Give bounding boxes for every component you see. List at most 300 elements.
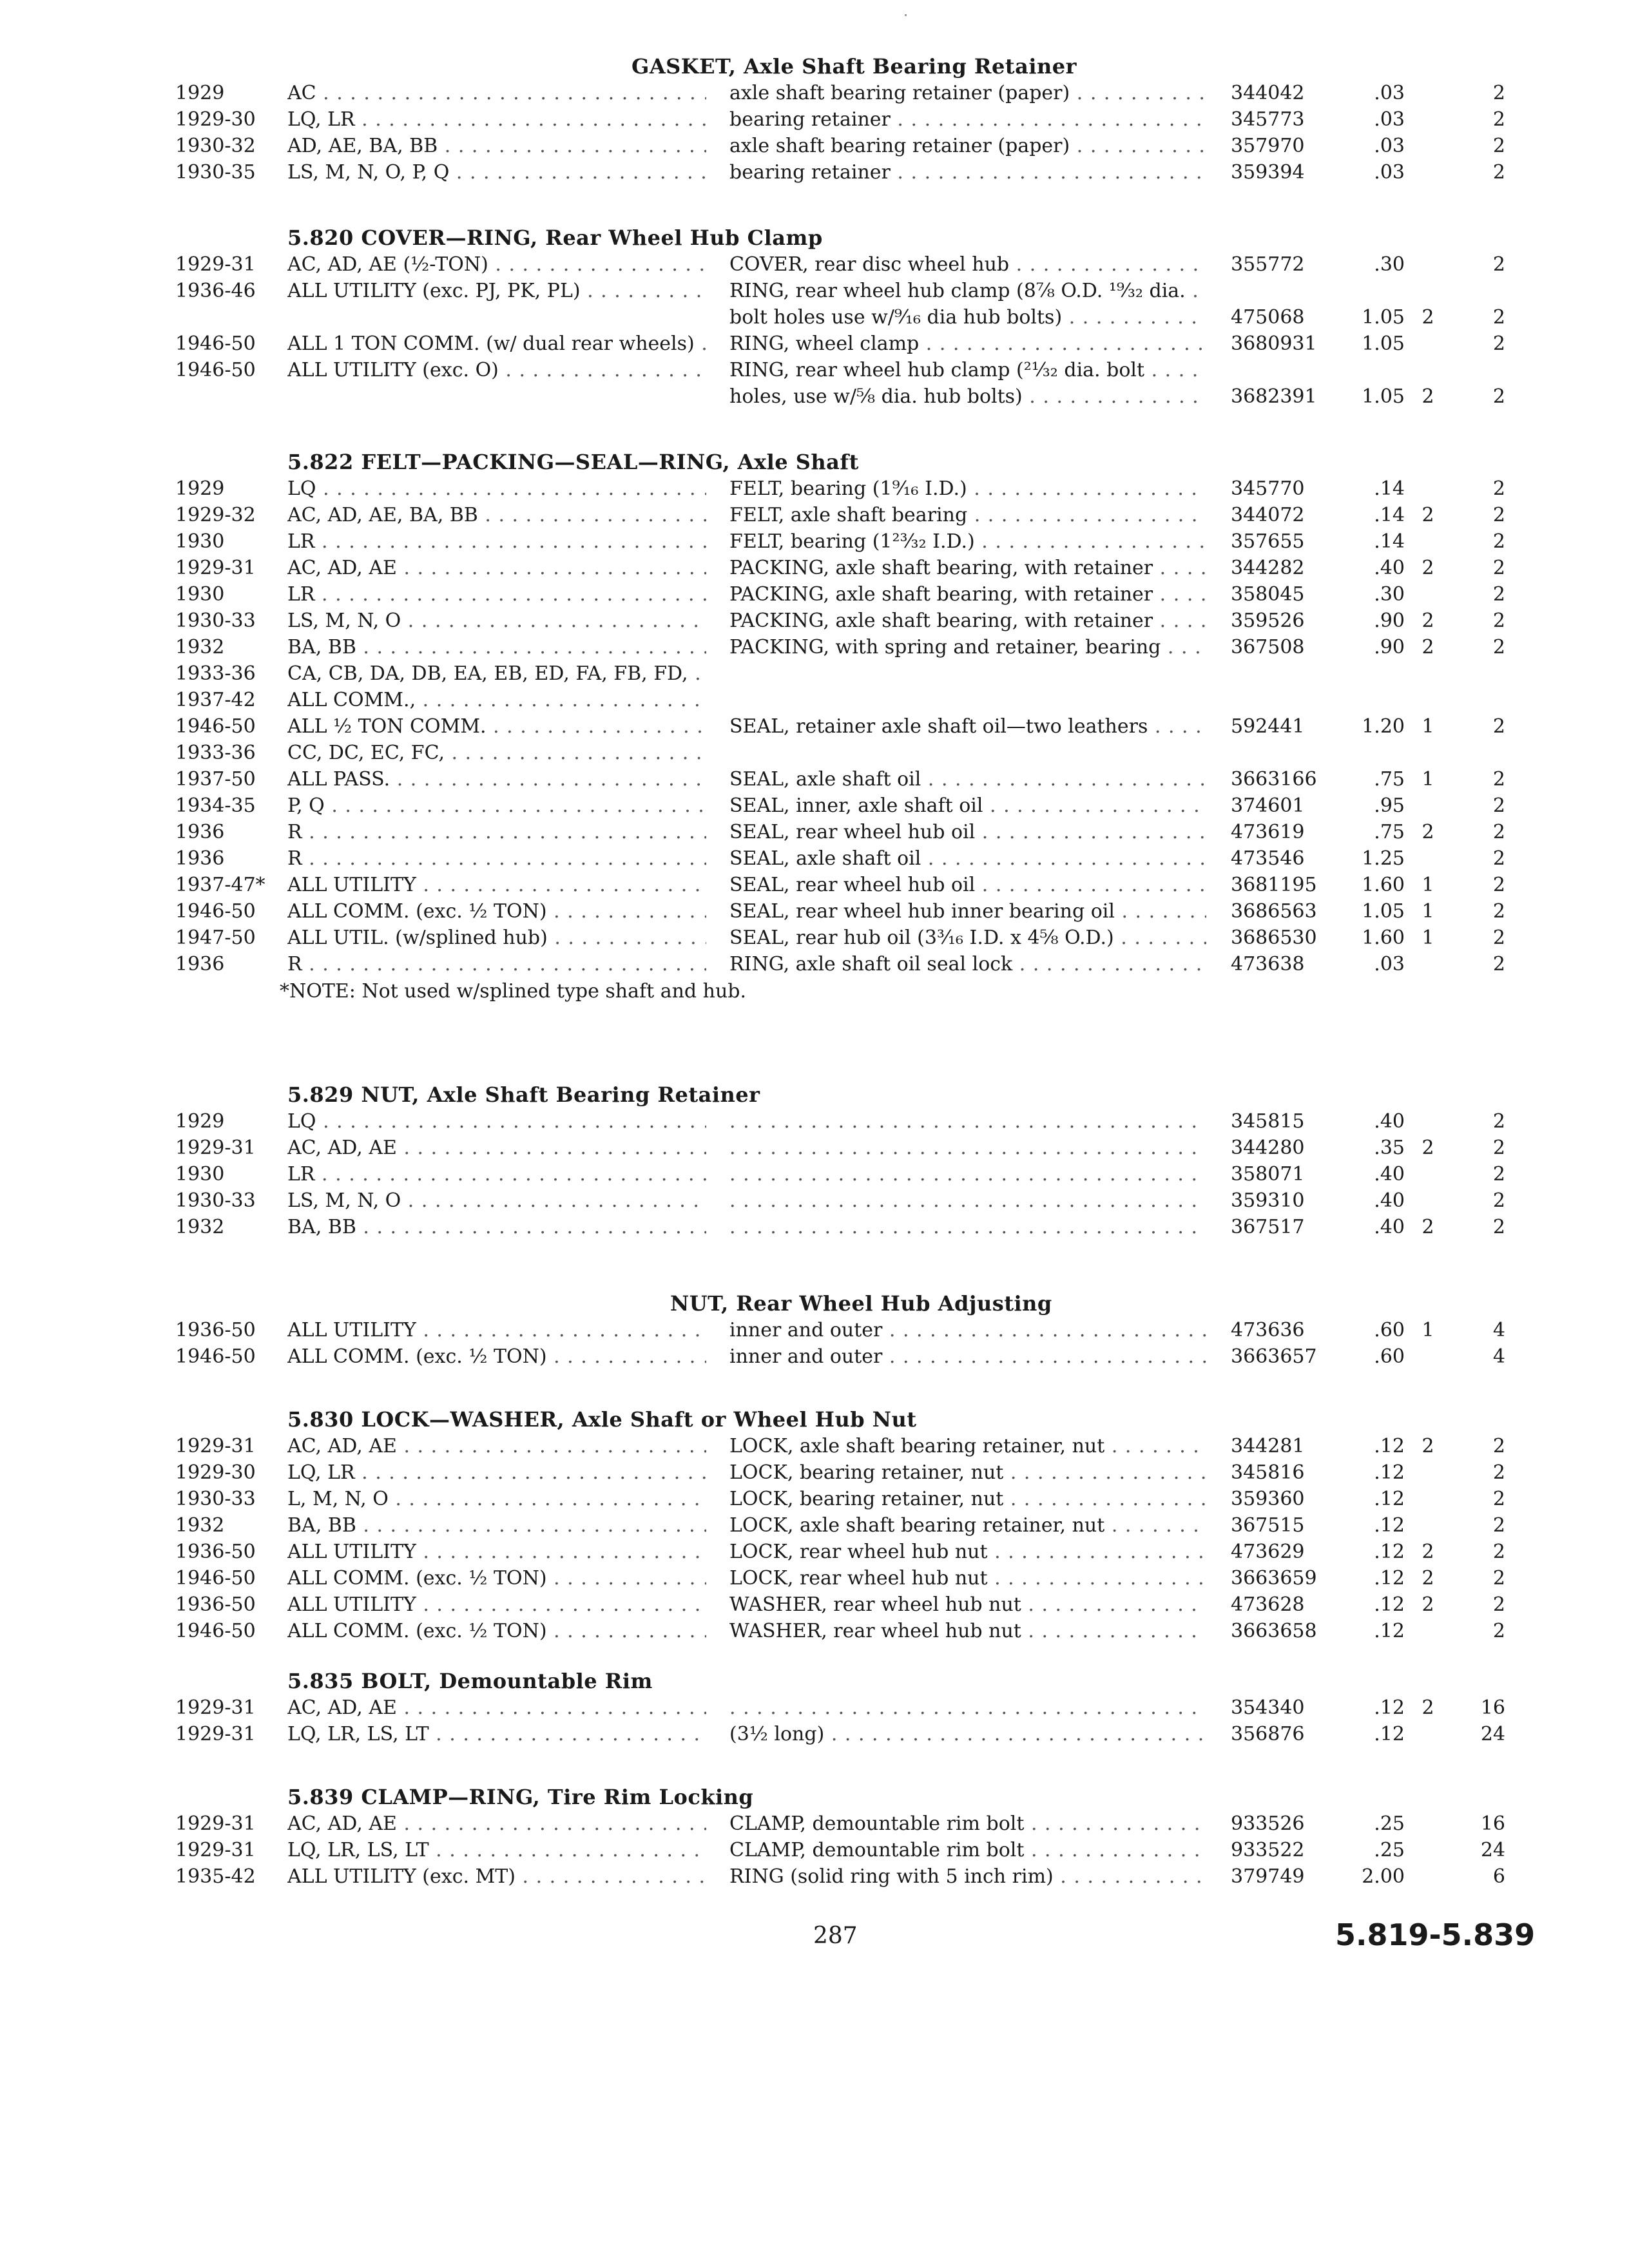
- models-cell-text: CA, CB, DA, DB, EA, EB, ED, FA, FB, FD,: [287, 662, 688, 685]
- quantity-per-car-cell-text: 1: [1422, 1319, 1434, 1341]
- year-cell: [175, 1135, 256, 1161]
- models-cell-text: LQ: [287, 477, 316, 500]
- quantity-cell-text: 2: [1492, 900, 1505, 923]
- description-cell-text: axle shaft bearing retainer (paper): [729, 135, 1070, 157]
- quantity-cell-text: 2: [1492, 1541, 1505, 1563]
- leader-dots: [921, 768, 1206, 791]
- part-number-cell-text: 933526: [1231, 1812, 1305, 1835]
- description-cell-text: CLAMP, demountable rim bolt: [729, 1812, 1025, 1835]
- models-cell-text: ALL COMM. (exc. ½ TON): [287, 900, 547, 923]
- quantity-cell: [1454, 502, 1505, 528]
- leader-dots: [302, 953, 706, 975]
- price-cell-text: .12: [1374, 1593, 1405, 1616]
- leader-dots: [355, 1461, 706, 1484]
- quantity-cell: [1454, 819, 1505, 845]
- models-cell-text: P, Q: [287, 794, 325, 817]
- models-cell-text: AC, AD, AE (½-TON): [287, 253, 488, 276]
- models-cell: [287, 766, 706, 793]
- description-cell-text: PACKING, with spring and retainer, bearing: [729, 636, 1161, 658]
- part-number-cell-text: 3663657: [1231, 1345, 1317, 1368]
- price-cell-text: .40: [1374, 1216, 1405, 1238]
- price-cell: [1340, 1512, 1405, 1539]
- leader-dots: [429, 1723, 706, 1745]
- models-cell: [287, 1539, 706, 1565]
- leader-dots: [1153, 557, 1206, 579]
- section-heading: 5.835 BOLT, Demountable Rim: [287, 1669, 653, 1693]
- description-cell: [729, 1565, 1206, 1591]
- quantity-cell: [1454, 1135, 1505, 1161]
- part-number-cell-text: 3663658: [1231, 1620, 1317, 1642]
- quantity-per-car-cell-text: 2: [1422, 306, 1434, 329]
- year-cell: [175, 1459, 256, 1486]
- models-cell-text: AC, AD, AE: [287, 1812, 397, 1835]
- year-cell: [175, 1837, 256, 1863]
- price-cell: [1340, 1214, 1405, 1240]
- year-cell: [175, 1565, 256, 1591]
- year-cell-text: 1929-31: [175, 1137, 256, 1159]
- year-cell: [175, 1539, 256, 1565]
- leader-dots: [401, 1189, 706, 1212]
- leader-dots: [416, 689, 706, 711]
- price-cell: [1340, 1565, 1405, 1591]
- models-cell-text: AC, AD, AE: [287, 1696, 397, 1719]
- quantity-cell: [1454, 581, 1505, 608]
- description-cell: [729, 383, 1206, 410]
- price-cell: [1340, 793, 1405, 819]
- part-number-cell-text: 345770: [1231, 477, 1305, 500]
- part-number-cell: [1231, 1863, 1305, 1890]
- price-cell-text: .60: [1374, 1319, 1405, 1341]
- description-cell-text: bearing retainer: [729, 108, 891, 131]
- price-cell-text: .12: [1374, 1514, 1405, 1537]
- leader-dots: [1009, 253, 1206, 276]
- models-cell: [287, 106, 706, 133]
- part-row: [0, 1863, 1629, 1890]
- models-cell: [287, 1811, 706, 1837]
- quantity-cell-text: 2: [1492, 1620, 1505, 1642]
- year-cell: [175, 357, 256, 383]
- part-row: [0, 1433, 1629, 1459]
- description-cell-text: SEAL, rear hub oil (3³⁄₁₆ I.D. x 4⅝ O.D.): [729, 927, 1114, 949]
- leader-dots: [729, 1110, 1206, 1133]
- price-cell: [1340, 951, 1405, 977]
- quantity-cell-text: 2: [1492, 1110, 1505, 1133]
- page-number: 287: [813, 1923, 858, 1949]
- models-cell: [287, 1161, 706, 1187]
- leader-dots: [1153, 610, 1206, 632]
- year-cell-text: 1929-31: [175, 1839, 256, 1861]
- year-cell-text: 1932: [175, 1216, 225, 1238]
- quantity-per-car-cell: [1415, 1433, 1441, 1459]
- part-number-cell: [1231, 502, 1305, 528]
- quantity-cell: [1454, 766, 1505, 793]
- quantity-cell: [1454, 476, 1505, 502]
- description-cell: [729, 1539, 1206, 1565]
- description-cell: [729, 1811, 1206, 1837]
- models-cell-text: ALL COMM. (exc. ½ TON): [287, 1567, 547, 1590]
- year-cell: [175, 528, 224, 555]
- description-cell: [729, 872, 1206, 898]
- part-number-cell: [1231, 925, 1317, 951]
- price-cell-text: 1.05: [1362, 306, 1405, 329]
- price-cell: [1340, 898, 1405, 925]
- quantity-per-car-cell-text: 2: [1422, 1567, 1434, 1590]
- part-number-cell: [1231, 713, 1305, 740]
- year-cell: [175, 1512, 224, 1539]
- models-cell: [287, 713, 706, 740]
- quantity-cell: [1454, 1539, 1505, 1565]
- part-number-cell-text: 592441: [1231, 715, 1305, 738]
- description-cell: [729, 1459, 1206, 1486]
- models-cell-text: ALL UTIL. (w/splined hub): [287, 927, 548, 949]
- part-row: [0, 634, 1629, 660]
- quantity-per-car-cell-text: 2: [1422, 1137, 1434, 1159]
- leader-dots: [975, 530, 1206, 553]
- quantity-cell: [1454, 106, 1505, 133]
- price-cell-text: 1.20: [1362, 715, 1405, 738]
- quantity-per-car-cell: [1415, 898, 1441, 925]
- quantity-cell: [1454, 1811, 1505, 1837]
- price-cell-text: 1.60: [1362, 927, 1405, 949]
- year-cell-text: 1947-50: [175, 927, 256, 949]
- part-row: [0, 872, 1629, 898]
- models-cell-text: ALL COMM. (exc. ½ TON): [287, 1620, 547, 1642]
- quantity-cell: [1454, 713, 1505, 740]
- description-cell: [729, 634, 1206, 660]
- quantity-cell: [1454, 793, 1505, 819]
- description-cell: [729, 608, 1206, 634]
- year-cell-text: 1933-36: [175, 662, 256, 685]
- part-row: [0, 1618, 1629, 1644]
- quantity-cell-text: 16: [1480, 1696, 1505, 1719]
- quantity-per-car-cell: [1415, 555, 1441, 581]
- description-cell: [729, 1721, 1206, 1747]
- price-cell: [1340, 106, 1405, 133]
- price-cell-text: .14: [1374, 477, 1405, 500]
- quantity-cell: [1454, 383, 1505, 410]
- year-cell-text: 1929: [175, 1110, 225, 1133]
- description-cell: [729, 1214, 1206, 1240]
- models-cell-text: ALL COMM. (exc. ½ TON): [287, 1345, 547, 1368]
- part-row: [0, 251, 1629, 278]
- models-cell: [287, 1695, 706, 1721]
- leader-dots: [416, 1593, 706, 1616]
- description-cell-text: FELT, bearing (1⁹⁄₁₆ I.D.): [729, 477, 967, 500]
- models-cell: [287, 1317, 706, 1343]
- part-row: [0, 159, 1629, 186]
- part-number-cell-text: 3681195: [1231, 874, 1317, 896]
- part-number-cell-text: 357655: [1231, 530, 1305, 553]
- leader-dots: [983, 794, 1206, 817]
- models-cell-text: AC, AD, AE: [287, 1435, 397, 1457]
- models-cell: [287, 159, 706, 186]
- part-row: [0, 106, 1629, 133]
- leader-dots: [882, 1319, 1206, 1341]
- leader-dots: [1070, 135, 1206, 157]
- quantity-cell: [1454, 1433, 1505, 1459]
- part-number-cell-text: 358071: [1231, 1163, 1305, 1186]
- description-cell-text: WASHER, rear wheel hub nut: [729, 1620, 1021, 1642]
- quantity-cell: [1454, 925, 1505, 951]
- year-cell: [175, 1343, 256, 1370]
- leader-dots: [302, 821, 706, 843]
- part-number-cell: [1231, 1343, 1317, 1370]
- quantity-per-car-cell: [1415, 608, 1441, 634]
- leader-dots: [988, 1567, 1206, 1590]
- price-cell: [1340, 608, 1405, 634]
- quantity-cell: [1454, 1512, 1505, 1539]
- leader-dots: [1012, 953, 1206, 975]
- part-number-cell-text: 357970: [1231, 135, 1305, 157]
- price-cell: [1340, 1459, 1405, 1486]
- part-number-cell-text: 355772: [1231, 253, 1305, 276]
- models-cell-text: BA, BB: [287, 1216, 356, 1238]
- description-cell-text: SEAL, rear wheel hub oil: [729, 874, 976, 896]
- price-cell: [1340, 1618, 1405, 1644]
- models-cell-text: LR: [287, 583, 315, 606]
- part-number-cell: [1231, 159, 1305, 186]
- description-cell: [729, 159, 1206, 186]
- part-number-cell: [1231, 528, 1305, 555]
- leader-dots: [438, 135, 706, 157]
- leader-dots: [548, 927, 706, 949]
- leader-dots: [1054, 1865, 1206, 1888]
- quantity-cell-text: 2: [1492, 636, 1505, 658]
- part-number-cell-text: 344280: [1231, 1137, 1305, 1159]
- leader-dots: [356, 1216, 706, 1238]
- quantity-per-car-cell: [1415, 1565, 1441, 1591]
- quantity-cell-text: 2: [1492, 1593, 1505, 1616]
- description-cell: [729, 331, 1206, 357]
- leader-dots: [1104, 1435, 1206, 1457]
- quantity-cell: [1454, 872, 1505, 898]
- part-row: [0, 793, 1629, 819]
- quantity-cell-text: 2: [1492, 557, 1505, 579]
- price-cell: [1340, 1811, 1405, 1837]
- price-cell: [1340, 581, 1405, 608]
- models-cell: [287, 80, 706, 106]
- quantity-cell-text: 2: [1492, 953, 1505, 975]
- price-cell: [1340, 1591, 1405, 1618]
- price-cell-text: .03: [1374, 953, 1405, 975]
- quantity-cell-text: 2: [1492, 135, 1505, 157]
- leader-dots: [1161, 636, 1206, 658]
- year-cell: [175, 1721, 256, 1747]
- leader-dots: [449, 161, 706, 184]
- price-cell: [1340, 80, 1405, 106]
- part-number-cell-text: 345773: [1231, 108, 1305, 131]
- year-cell: [175, 660, 256, 687]
- models-cell-text: LR: [287, 1163, 315, 1186]
- quantity-cell-text: 2: [1492, 253, 1505, 276]
- quantity-cell: [1454, 133, 1505, 159]
- part-row: [0, 1591, 1629, 1618]
- year-cell-text: 1936-50: [175, 1593, 256, 1616]
- year-cell-text: 1937-50: [175, 768, 256, 791]
- part-number-cell-text: 367517: [1231, 1216, 1305, 1238]
- part-number-cell: [1231, 1187, 1305, 1214]
- part-number-cell-text: 356876: [1231, 1723, 1305, 1745]
- price-cell-text: .12: [1374, 1435, 1405, 1457]
- models-cell-text: ALL COMM.,: [287, 689, 416, 711]
- leader-dots: [547, 1567, 706, 1590]
- leader-dots: [729, 1163, 1206, 1186]
- year-cell-text: 1936-50: [175, 1541, 256, 1563]
- year-cell: [175, 581, 224, 608]
- models-cell-text: AC, AD, AE: [287, 1137, 397, 1159]
- models-cell-text: ALL UTILITY (exc. MT): [287, 1865, 516, 1888]
- quantity-per-car-cell-text: 2: [1422, 636, 1434, 658]
- year-cell: [175, 1811, 256, 1837]
- models-cell-text: L, M, N, O: [287, 1488, 389, 1510]
- year-cell-text: 1946-50: [175, 359, 256, 381]
- year-cell-text: 1946-50: [175, 1345, 256, 1368]
- quantity-cell-text: 2: [1492, 530, 1505, 553]
- models-cell: [287, 793, 706, 819]
- leader-dots: [891, 108, 1206, 131]
- models-cell-text: ALL UTILITY: [287, 1593, 416, 1616]
- price-cell-text: .12: [1374, 1723, 1405, 1745]
- quantity-per-car-cell: [1415, 872, 1441, 898]
- description-cell-text: LOCK, bearing retainer, nut: [729, 1488, 1004, 1510]
- price-cell-text: .35: [1374, 1137, 1405, 1159]
- price-cell-text: .14: [1374, 504, 1405, 526]
- leader-dots: [1153, 583, 1206, 606]
- description-cell-text: RING, rear wheel hub clamp (8⅞ O.D. ¹⁹⁄₃₂ dia.: [729, 280, 1186, 302]
- quantity-cell-text: 2: [1492, 794, 1505, 817]
- quantity-cell: [1454, 555, 1505, 581]
- models-cell: [287, 278, 706, 304]
- section-heading: NUT, Rear Wheel Hub Adjusting: [670, 1291, 1052, 1316]
- description-cell: [729, 1343, 1206, 1370]
- quantity-per-car-cell-text: 1: [1422, 768, 1434, 791]
- models-cell-text: BA, BB: [287, 636, 356, 658]
- price-cell: [1340, 766, 1405, 793]
- leader-dots: [355, 108, 706, 131]
- year-cell: [175, 951, 224, 977]
- models-cell: [287, 476, 706, 502]
- part-row: [0, 528, 1629, 555]
- price-cell: [1340, 476, 1405, 502]
- price-cell: [1340, 502, 1405, 528]
- part-row: [0, 713, 1629, 740]
- part-number-cell: [1231, 1837, 1305, 1863]
- part-number-cell: [1231, 1486, 1305, 1512]
- part-number-cell-text: 359526: [1231, 610, 1305, 632]
- description-cell: [729, 80, 1206, 106]
- leader-dots: [695, 332, 706, 355]
- leader-dots: [921, 847, 1206, 870]
- description-cell: [729, 357, 1206, 383]
- section-range: 5.819-5.839: [1335, 1917, 1536, 1952]
- quantity-cell: [1454, 159, 1505, 186]
- quantity-cell: [1454, 331, 1505, 357]
- quantity-per-car-cell-text: 2: [1422, 557, 1434, 579]
- part-number-cell-text: 359394: [1231, 161, 1305, 184]
- price-cell-text: .03: [1374, 135, 1405, 157]
- year-cell-text: 1929-31: [175, 557, 256, 579]
- quantity-per-car-cell-text: 1: [1422, 900, 1434, 923]
- year-cell: [175, 502, 256, 528]
- quantity-cell: [1454, 528, 1505, 555]
- quantity-cell-text: 2: [1492, 1488, 1505, 1510]
- part-number-cell: [1231, 1618, 1317, 1644]
- year-cell: [175, 159, 256, 186]
- quantity-cell-text: 2: [1492, 1567, 1505, 1590]
- leader-dots: [547, 1345, 706, 1368]
- year-cell: [175, 555, 256, 581]
- part-number-cell: [1231, 872, 1317, 898]
- year-cell-text: 1936: [175, 953, 225, 975]
- part-number-cell-text: 345816: [1231, 1461, 1305, 1484]
- price-cell: [1340, 872, 1405, 898]
- quantity-per-car-cell-text: 2: [1422, 1541, 1434, 1563]
- price-cell: [1340, 304, 1405, 331]
- price-cell: [1340, 383, 1405, 410]
- quantity-cell-text: 2: [1492, 332, 1505, 355]
- quantity-per-car-cell-text: 2: [1422, 1435, 1434, 1457]
- leader-dots: [1148, 715, 1206, 738]
- year-cell: [175, 819, 224, 845]
- leader-dots: [416, 1541, 706, 1563]
- description-cell: [729, 1187, 1206, 1214]
- part-number-cell-text: 473638: [1231, 953, 1305, 975]
- quantity-cell: [1454, 1161, 1505, 1187]
- part-number-cell: [1231, 1721, 1305, 1747]
- price-cell-text: .03: [1374, 161, 1405, 184]
- part-row: [0, 1539, 1629, 1565]
- year-cell-text: 1946-50: [175, 332, 256, 355]
- part-number-cell: [1231, 634, 1305, 660]
- price-cell: [1340, 1135, 1405, 1161]
- price-cell-text: .12: [1374, 1461, 1405, 1484]
- quantity-cell: [1454, 608, 1505, 634]
- part-row: [0, 304, 1629, 331]
- year-cell-text: 1930: [175, 530, 225, 553]
- leader-dots: [729, 1696, 1206, 1719]
- description-cell-text: bearing retainer: [729, 161, 891, 184]
- year-cell-text: 1929-31: [175, 253, 256, 276]
- price-cell-text: .40: [1374, 1110, 1405, 1133]
- price-cell: [1340, 1539, 1405, 1565]
- models-cell: [287, 1512, 706, 1539]
- price-cell: [1340, 1863, 1405, 1890]
- year-cell-text: 1946-50: [175, 900, 256, 923]
- leader-dots: [316, 1110, 706, 1133]
- year-cell-text: 1929-31: [175, 1435, 256, 1457]
- description-cell-text: SEAL, axle shaft oil: [729, 768, 921, 791]
- year-cell-text: 1929-31: [175, 1696, 256, 1719]
- leader-dots: [302, 847, 706, 870]
- quantity-cell-text: 2: [1492, 1216, 1505, 1238]
- description-cell: [729, 1618, 1206, 1644]
- year-cell-text: 1929-31: [175, 1723, 256, 1745]
- part-row: [0, 1565, 1629, 1591]
- year-cell: [175, 793, 256, 819]
- models-cell: [287, 1618, 706, 1644]
- description-cell-text: CLAMP, demountable rim bolt: [729, 1839, 1025, 1861]
- part-number-cell: [1231, 331, 1317, 357]
- leader-dots: [729, 1216, 1206, 1238]
- description-cell: [729, 1863, 1206, 1890]
- leader-dots: [1186, 280, 1206, 302]
- part-number-cell-text: 379749: [1231, 1865, 1305, 1888]
- description-cell-text: WASHER, rear wheel hub nut: [729, 1593, 1021, 1616]
- part-number-cell: [1231, 766, 1317, 793]
- price-cell-text: .12: [1374, 1696, 1405, 1719]
- models-cell-text: LR: [287, 530, 315, 553]
- models-cell: [287, 528, 706, 555]
